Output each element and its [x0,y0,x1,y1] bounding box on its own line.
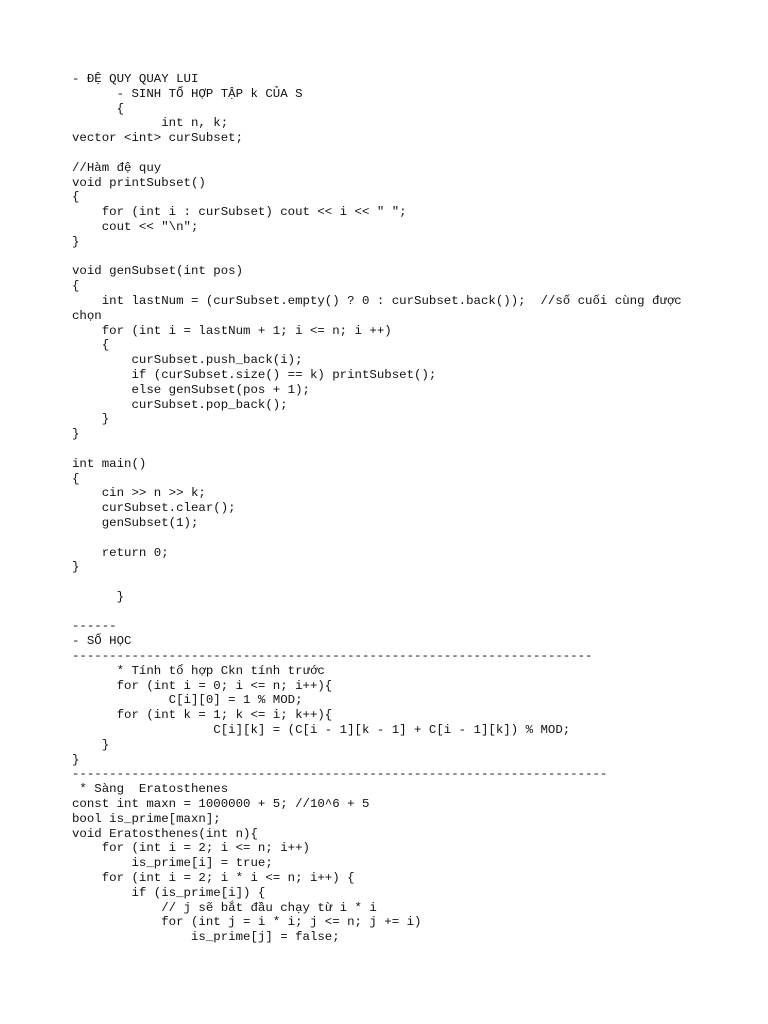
code-line: chọn [72,308,102,323]
code-line: // j sẽ bắt đầu chạy từ i * i [72,900,377,915]
code-line: * Tính tổ hợp Ckn tính trước [72,663,325,678]
code-line: bool is_prime[maxn]; [72,811,221,826]
code-line: for (int k = 1; k <= i; k++){ [72,708,333,723]
code-line: } [72,427,80,442]
code-line: C[i][0] = 1 % MOD; [72,693,303,708]
code-line: { [72,101,125,116]
code-text-block [72,72,752,945]
code-line: { [72,471,80,486]
code-line: if (is_prime[i]) { [72,885,266,900]
code-line: for (int i = 2; i <= n; i++) [72,841,310,856]
code-line: else genSubset(pos + 1); [72,382,310,397]
code-line: cout << "\n"; [72,219,199,234]
code-line: for (int i = 0; i <= n; i++){ [72,678,333,693]
code-line: for (int i = lastNum + 1; i <= n; i ++) [72,323,392,338]
code-line: for (int i = 2; i * i <= n; i++) { [72,871,355,886]
code-line [72,605,752,620]
code-line: curSubset.push_back(i); [72,353,303,368]
code-line: ------------------------------------------------------------------------ [72,767,608,782]
code-line: ---------------------------------------------------------------------- [72,649,593,664]
code-line: - SINH TỔ HỢP TẬP k CỦA S [72,86,303,101]
code-line: genSubset(1); [72,515,199,530]
code-line: } [72,737,110,752]
code-line: curSubset.clear(); [72,501,236,516]
code-line: is_prime[j] = false; [72,930,340,945]
code-line: { [72,279,80,294]
code-line: int main() [72,456,147,471]
code-line: * Sàng Eratosthenes [72,782,229,797]
code-line: const int maxn = 1000000 + 5; //10^6 + 5 [72,797,370,812]
code-line [72,531,752,546]
code-line: void printSubset() [72,175,206,190]
code-line: cin >> n >> k; [72,486,206,501]
code-line: C[i][k] = (C[i - 1][k - 1] + C[i - 1][k]) % MOD; [72,723,571,738]
code-line: return 0; [72,545,169,560]
code-line [72,250,752,265]
code-line: } [72,752,80,767]
code-line: int lastNum = (curSubset.empty() ? 0 : curSubset.back()); //số cuối cùng được [72,293,682,308]
code-line: { [72,338,110,353]
code-line: } [72,234,80,249]
code-line: ------ [72,619,117,634]
code-line: void genSubset(int pos) [72,264,244,279]
code-line: { [72,190,80,205]
code-line: for (int i : curSubset) cout << i << " "; [72,205,407,220]
code-line: - SỐ HỌC [72,634,132,649]
code-line [72,146,752,161]
code-line: for (int j = i * i; j <= n; j += i) [72,915,422,930]
code-line: int n, k; [72,116,229,131]
code-line: vector <int> curSubset; [72,131,244,146]
code-line [72,575,752,590]
code-line: //Hàm đệ quy [72,160,162,175]
code-line: curSubset.pop_back(); [72,397,288,412]
code-line: } [72,560,80,575]
code-line [72,442,752,457]
code-line: } [72,589,125,604]
code-line: - ĐỆ QUY QUAY LUI [72,72,199,86]
code-line: void Eratosthenes(int n){ [72,826,258,841]
code-line: if (curSubset.size() == k) printSubset(); [72,367,437,382]
code-line: } [72,412,110,427]
code-line: is_prime[i] = true; [72,856,273,871]
